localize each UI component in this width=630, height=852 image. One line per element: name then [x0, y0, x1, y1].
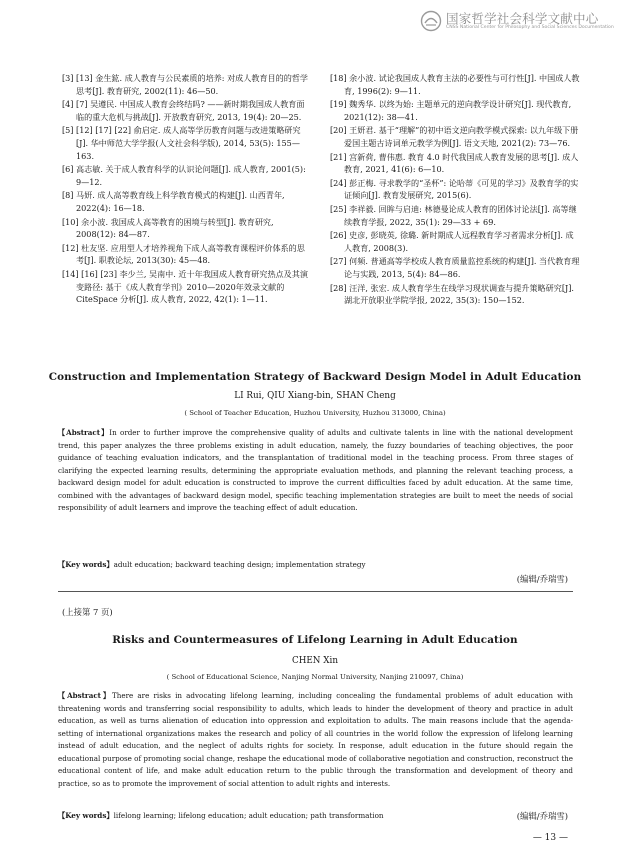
reference-item: [27] 何频. 普通高等学校成人教育质量监控系统的构建[J]. 当代教育理论与实践, 2013, 5(4): 84—86. [330, 256, 580, 279]
reference-item: [28] 汪洋, 张宏. 成人教育学生在线学习现状调查与提升策略研究[J]. 湖北开放职业学院学报, 2022, 35(3): 150—152. [330, 282, 574, 306]
reference-item: [19] 魏秀华. 以终为始: 主题单元的逆向教学设计研究[J]. 现代教育, 2021(12): 38—41. [330, 99, 572, 122]
reference-item: [12] 杜友坚. 应用型人才培养视角下成人高等教育课程评价体系的思考[J]. 职教论坛, 2013(30): 45—48. [62, 242, 305, 266]
reference-item: [20] 王妍君. 基于“理解”的初中语文逆向教学模式探索: 以九年级下册爱国主题古诗词单元教学为例[J]. 语文天地, 2021(2): 73—76. [330, 125, 579, 148]
watermark-subtitle: CNSS National Center for Philosophy and Social Sciences Documentation [446, 25, 614, 30]
article2-affiliation: ( School of Educational Science, Nanjing Normal University, Nanjing 210097, China) [166, 673, 464, 681]
article2-keywords [58, 811, 384, 821]
article2-editor: (编辑/乔瑞雪) [516, 811, 568, 821]
reference-item: [4] [7] 吴遵民. 中国成人教育会终结吗? ——新时期我国成人教育面临的重大危机与挑战[J]. 开放教育研究, 2013, 19(4): 20—25. [62, 99, 305, 122]
article2-title: Risks and Countermeasures of Lifelong Learning in Adult Education [112, 634, 518, 646]
abstract-label: 【Abstract】 [58, 428, 110, 437]
continued-note: (上接第 7 页) [62, 607, 113, 617]
article1-keywords [58, 560, 366, 570]
keywords-text: lifelong learning; lifelong education; adult education; path transformation [113, 811, 384, 820]
article1-affiliation: ( School of Teacher Education, Huzhou University, Huzhou 313000, China) [184, 409, 446, 417]
article1-authors: LI Rui, QIU Xiang-bin, SHAN Cheng [234, 391, 396, 401]
abstract-label: 【Abstract】 [58, 691, 112, 700]
references-right-column [330, 72, 580, 308]
watermark [420, 8, 620, 36]
keywords-label: 【Key words】 [58, 811, 114, 820]
article1-title: Construction and Implementation Strategy of Backward Design Model in Adult Education [48, 371, 582, 383]
keywords-label: 【Key words】 [58, 560, 114, 569]
reference-item: [18] 余小波. 试论我国成人教育主法的必要性与可行性[J]. 中国成人教育, 1996(2): 9—11. [330, 73, 580, 96]
reference-item: [21] 宫新荷, 曹伟惠. 教育 4.0 时代我国成人教育发展的思考[J]. 成人教育, 2021, 41(6): 6—10. [330, 151, 579, 175]
references-left-column [62, 72, 312, 307]
reference-item: [24] 彭正梅. 寻求教学的“圣杯”: 论哈蒂《可见的学习》及教育学的实证倾向[J]. 教育发展研究, 2015(6). [330, 177, 579, 201]
keywords-text: adult education; backward teaching design; implementation strategy [113, 560, 366, 569]
reference-item: [25] 李祥毅. 回眸与启迪: 林德曼论成人教育的团体讨论法[J]. 高等继续教育学报, 2022, 35(1): 29—33 + 69. [330, 203, 577, 227]
ncpssd-logo-icon [420, 10, 442, 32]
article2-authors: CHEN Xin [291, 656, 339, 666]
abstract-text: In order to further improve the comprehensive quality of adults and cultivate talents in line with the national development trend, this paper analyzes the three problems existing in adult education, namely, the fuzzy boundaries of teaching objectives, the poor guidance of teaching evaluation indicators, and the transplantation of traditional model in the teaching process. From three stages of clarifying the expected learning results, determining the appropriate evaluation methods, and planning the relevant teaching process, a backward design model for adult education is constructed to improve the current difficulties faced by adult education. At the same time, combined with the advantages of backward design model, specific teaching implementation strategies are built to meet the needs of social responsibility of adult learners and improve the teaching effect of adult education. [58, 428, 573, 512]
abstract-text: There are risks in advocating lifelong learning, including concealing the fundamental problems of adult education with threatening words and transferring social responsibility to adults, which leads to hinder the development of theory and practice in adult education, as well as turns alienation of education into oppression and exploitation to adults. The main reasons include that the agenda-setting of international organizations makes the research and policy of all countries in the world follow the expression of lifelong learning instead of adult education, and the neglect of adults rights for society. In response, adult education in the future should regain the educational purpose of promoting social change, reshape the educational mode of collaborative negotiation and construction, reconstruct the educational content of life, and make adult education return to the public through the transformation and development of theory and practice, so as to promote the improvement of social attention to adult rights and interests. [58, 691, 573, 788]
section-divider [58, 591, 573, 592]
page-number: — 13 — [532, 833, 568, 843]
reference-item: [14] [16] [23] 李少兰, 吴南中. 近十年我国成人教育研究热点及其演变路径: 基于《成人教育学刊》2010—2020年效录文献的 CiteSpace 分析[J]. 成人教育, 2022, 42(1): 1—11. [62, 268, 308, 305]
watermark-title: 国家哲学社会科学文献中心 [446, 11, 599, 26]
reference-item: [3] [13] 金生鈜. 成人教育与公民素质的培养: 对成人教育目的的哲学思考[J]. 教育研究, 2002(11): 46—50. [62, 73, 309, 96]
reference-item: [8] 马妍. 成人高等教育线上科学教育模式的构建[J]. 山西青年, 2022(4): 16—18. [62, 190, 285, 213]
reference-item: [6] 高志敏. 关于成人教育科学的认识论问题[J]. 成人教育, 2001(5): 9—12. [62, 164, 306, 187]
article1-editor: (编辑/乔瑞雪) [516, 574, 568, 584]
reference-item: [5] [12] [17] [22] 俞启定. 成人高等学历教育问题与改进策略研究[J]. 华中师范大学学报(人文社会科学版), 2014, 53(5): 155—163. [62, 125, 301, 161]
reference-item: [10] 余小波. 我国成人高等教育的困境与转型[J]. 教育研究, 2008(12): 84—87. [62, 216, 274, 240]
reference-item: [26] 史彦, 彭晓英, 徐璐. 新时期成人远程教育学习者需求分析[J]. 成人教育, 2008(3). [330, 230, 574, 253]
article1-abstract [58, 427, 573, 515]
article2-abstract [58, 690, 573, 790]
